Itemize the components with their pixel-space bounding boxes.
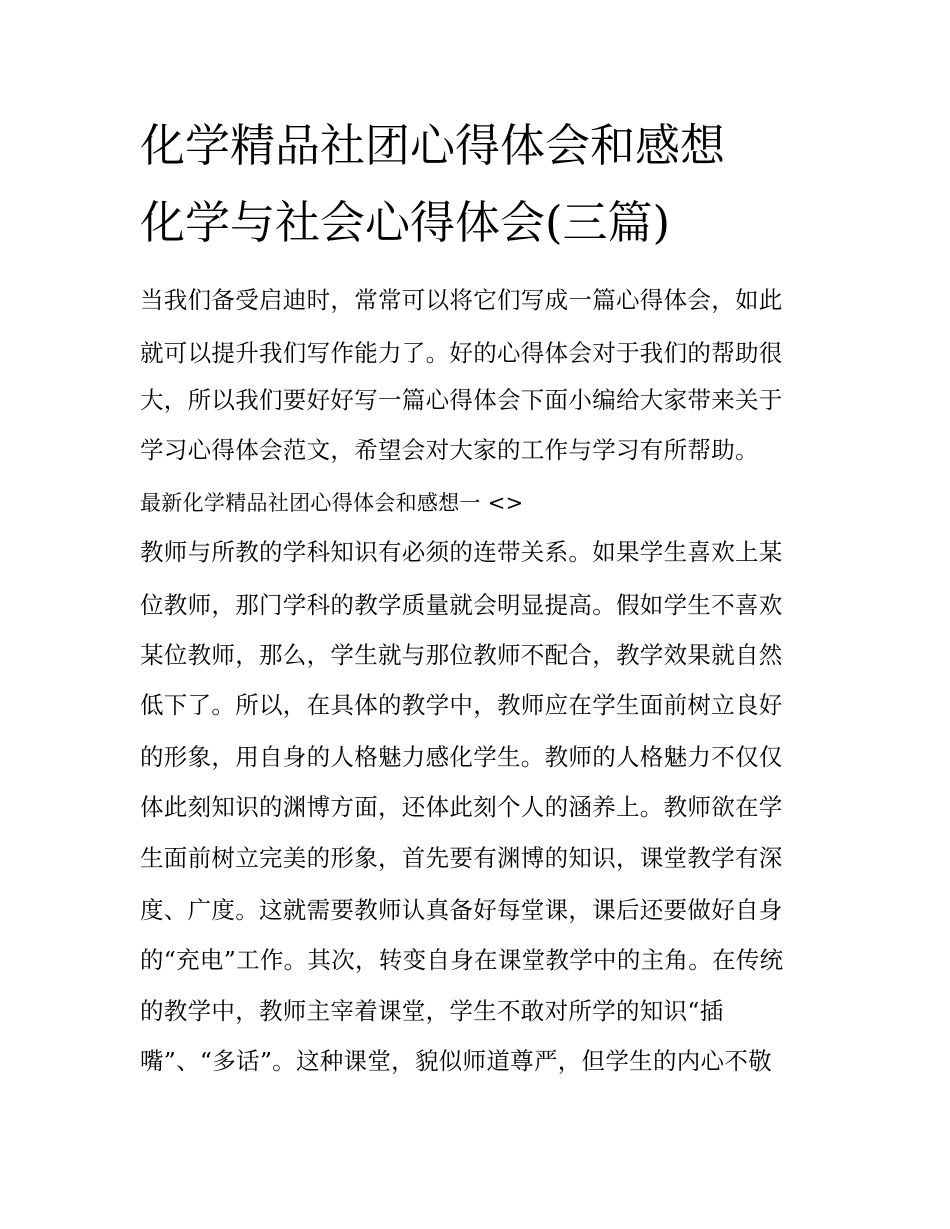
intro-line-4: 学习心得体会范文，希望会对大家的工作与学习有所帮助。 bbox=[140, 436, 759, 464]
section-heading: 最新化学精品社团心得体会和感想一 <> bbox=[140, 491, 524, 515]
body-line-1: 教师与所教的学科知识有必须的连带关系。如果学生喜欢上某 bbox=[140, 538, 783, 566]
body-line-6: 体此刻知识的渊博方面，还体此刻个人的涵养上。教师欲在学 bbox=[140, 793, 783, 821]
body-line-9: 的“充电”工作。其次，转变自身在课堂教学中的主角。在传统 bbox=[140, 946, 784, 974]
body-line-8: 度、广度。这就需要教师认真备好每堂课，课后还要做好自身 bbox=[140, 896, 783, 924]
body-line-11: 嘴”、“多话”。这种课堂，貌似师道尊严，但学生的内心不敬 bbox=[140, 1047, 772, 1075]
body-line-4: 低下了。所以，在具体的教学中，教师应在学生面前树立良好 bbox=[140, 691, 783, 719]
intro-line-1: 当我们备受启迪时，常常可以将它们写成一篇心得体会，如此 bbox=[140, 286, 783, 314]
body-line-3: 某位教师，那么，学生就与那位教师不配合，教学效果就自然 bbox=[140, 641, 783, 669]
body-line-7: 生面前树立完美的形象，首先要有渊博的知识，课堂教学有深 bbox=[140, 844, 783, 872]
body-line-10: 的教学中，教师主宰着课堂，学生不敢对所学的知识“插 bbox=[140, 997, 724, 1025]
intro-line-2: 就可以提升我们写作能力了。好的心得体会对于我们的帮助很 bbox=[140, 339, 783, 367]
body-line-2: 位教师，那门学科的教学质量就会明显提高。假如学生不喜欢 bbox=[140, 591, 783, 619]
intro-line-3: 大，所以我们要好好写一篇心得体会下面小编给大家带来关于 bbox=[140, 386, 783, 414]
body-line-5: 的形象，用自身的人格魅力感化学生。教师的人格魅力不仅仅 bbox=[140, 743, 783, 771]
document-title-line-1: 化学精品社团心得体会和感想 bbox=[140, 119, 726, 172]
document-title-line-2: 化学与社会心得体会(三篇) bbox=[140, 196, 671, 249]
